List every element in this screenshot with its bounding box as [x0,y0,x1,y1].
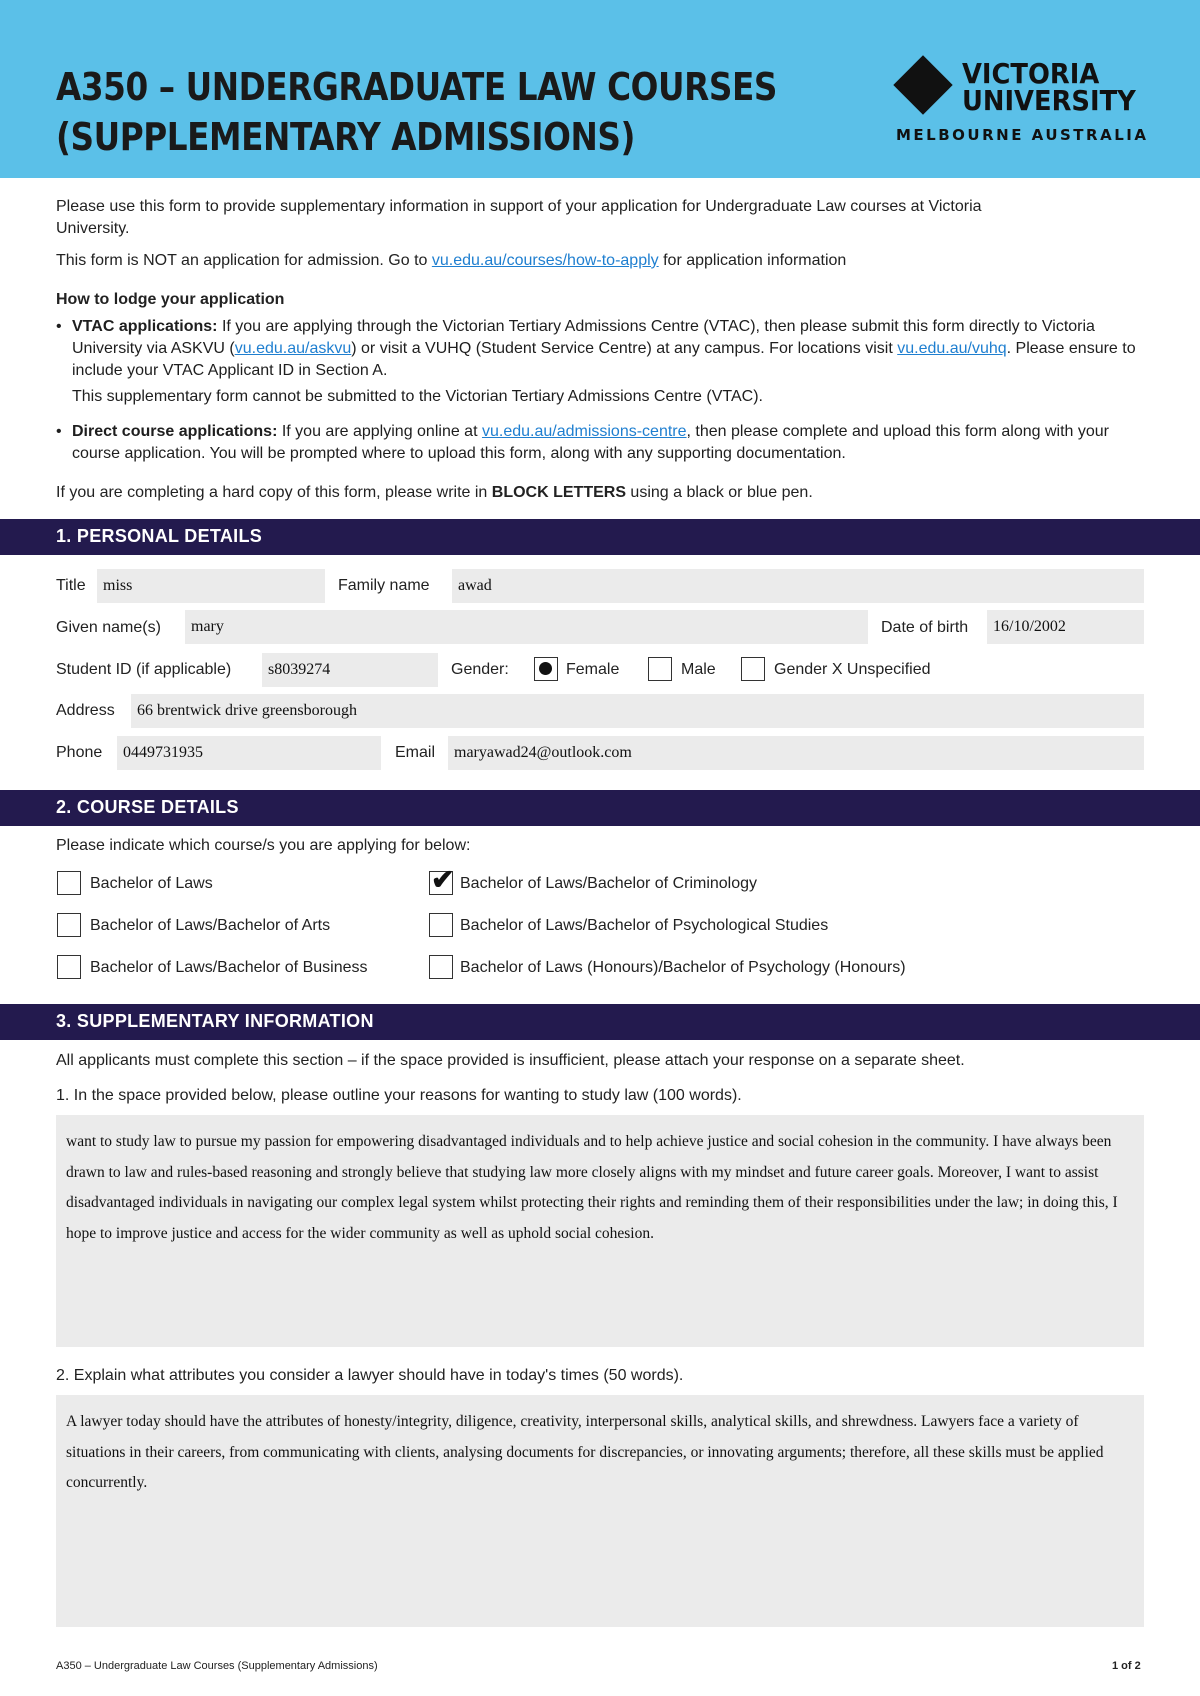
email-label: Email [395,744,436,761]
family-name-field[interactable]: awad [452,569,1144,603]
course-label-laws-criminology: Bachelor of Laws/Bachelor of Criminology [460,875,758,892]
gender-label: Gender: [451,661,509,678]
intro-text-2: This form is NOT an application for admission. Go to [56,252,432,269]
given-name-field[interactable]: mary [185,610,868,644]
phone-label: Phone [56,744,103,761]
section-supplementary-header [0,1004,1200,1040]
section-2-title: 2. COURSE DETAILS [56,797,239,817]
course-label-laws-business: Bachelor of Laws/Bachelor of Business [90,959,368,976]
how-to-apply-link[interactable]: vu.edu.au/courses/how-to-apply [431,252,659,269]
course-label-laws-honours-psych: Bachelor of Laws (Honours)/Bachelor of Psychology (Honours) [460,959,906,976]
vuhq-link[interactable]: vu.edu.au/vuhq [897,340,1007,357]
vtac-text-3: . Please ensure to include your VTAC Applicant ID in Section A. [72,340,1136,379]
course-checkbox-laws-honours-psych[interactable] [429,955,453,979]
gender-male-label: Male [681,661,716,678]
title-field[interactable]: miss [97,569,325,603]
course-checkbox-laws-psych-studies[interactable] [429,913,453,937]
vu-logo [894,57,1149,146]
answer-1-box[interactable]: want to study law to pursue my passion for empowering disadvantaged individuals and to help achieve justice and social cohesion in the community. I have always been drawn to law and rules-based reasoning and strongly believe that studying law more closely aligns with my mindset and future career goals. Moreover, I want to assist disadvantaged individuals in navigating our complex legal system whilst protecting their rights and reminding them of their responsibilities under the law; in doing this, I hope to improve justice and access for the wider community as well as uphold social cohesion. [56,1115,1144,1347]
check-mark-icon: ✔ [431,864,455,895]
bullet-dot: • [56,423,62,440]
section-1-title: 1. PERSONAL DETAILS [56,526,263,546]
logo-line-2: UNIVERSITY [962,84,1136,117]
page-number: 1 of 2 [1112,1660,1141,1672]
logo-wordmark [962,57,1136,117]
askvu-link[interactable]: vu.edu.au/askvu [234,340,352,357]
logo-line-1: VICTORIA [962,57,1100,90]
course-label-laws-psych-studies: Bachelor of Laws/Bachelor of Psychological Studies [460,917,829,934]
gender-female-label: Female [566,661,620,678]
section-personal-details-header [0,519,1200,555]
lodge-heading: How to lodge your application [56,291,285,308]
question-2: 2. Explain what attributes you consider a lawyer should have in today's times (50 words). [56,1367,684,1384]
title-line-2: (SUPPLEMENTARY ADMISSIONS) [56,115,636,159]
family-name-label: Family name [338,577,430,594]
logo-tagline: MELBOURNE AUSTRALIA [896,126,1149,144]
logo-diamond-icon [893,55,952,114]
course-label-laws-arts: Bachelor of Laws/Bachelor of Arts [90,917,331,934]
gender-x-label: Gender X Unspecified [774,661,931,678]
direct-text-2: , then please complete and upload this form along with your course application. You will be prompted where to upload this form, along with any supporting documentation. [72,423,1110,462]
intro-para-1 [56,196,1046,240]
hardcopy-text: If you are completing a hard copy of this form, please write in [56,484,492,501]
direct-heading: Direct course applications: [72,423,278,440]
course-checkbox-laws-criminology[interactable] [429,864,455,895]
address-field[interactable]: 66 brentwick drive greensborough [131,694,1144,728]
vtac-bullet [56,316,1146,408]
dob-label: Date of birth [881,619,969,636]
intro-text-1: Please use this form to provide supplementary information in support of your application for Undergraduate Law courses at Victoria University. [56,198,982,237]
email-field[interactable]: maryawad24@outlook.com [448,736,1144,770]
gender-x-radio[interactable] [741,657,765,681]
admissions-centre-link[interactable]: vu.edu.au/admissions-centre [481,423,687,440]
bullet-dot: • [56,318,62,335]
header-banner [0,0,1200,178]
question-1: 1. In the space provided below, please outline your reasons for wanting to study law (100 words). [56,1087,742,1104]
student-id-label: Student ID (if applicable) [56,661,232,678]
vtac-note: This supplementary form cannot be submitted to the Victorian Tertiary Admissions Centre (VTAC). [72,388,763,405]
vtac-text-2: ) or visit a VUHQ (Student Service Centre) at any campus. For locations visit [351,340,898,357]
course-checkbox-laws-business[interactable] [57,955,81,979]
direct-bullet [56,421,1146,465]
intro-text-2-end: for application information [658,252,847,269]
hardcopy-text-end: using a black or blue pen. [625,484,813,501]
answer-2-box[interactable]: A lawyer today should have the attributes of honesty/integrity, diligence, creativity, interpersonal skills, analytical skills, and shrewdness. Lawyers face a variety of situations in their careers, from communicating with clients, analysing documents for discrepancies, or innovating arguments; therefore, all these skills must be applied concurrently. [56,1395,1144,1627]
gender-male-radio[interactable] [648,657,672,681]
title-label: Title [56,577,86,594]
course-checkbox-laws-arts[interactable] [57,913,81,937]
vtac-text-1: If you are applying through the Victorian Tertiary Admissions Centre (VTAC), then please submit this form directly to Victoria University via ASKVU ( [72,318,1095,357]
section-3-title: 3. SUPPLEMENTARY INFORMATION [56,1011,374,1031]
footer-form-name: A350 – Undergraduate Law Courses (Supplementary Admissions) [56,1660,378,1672]
course-label-laws: Bachelor of Laws [90,875,213,892]
phone-field[interactable]: 0449731935 [117,736,381,770]
supplementary-intro: All applicants must complete this section – if the space provided is insufficient, please attach your response on a separate sheet. [56,1052,965,1069]
block-letters: BLOCK LETTERS [491,484,626,501]
vtac-heading: VTAC applications: [72,318,218,335]
student-id-field[interactable]: s8039274 [262,653,438,687]
dob-field[interactable]: 16/10/2002 [987,610,1144,644]
form-title [56,62,777,162]
section-course-details-header [0,790,1200,826]
course-prompt: Please indicate which course/s you are applying for below: [56,837,471,854]
intro-para-2 [56,250,1156,272]
address-label: Address [56,702,115,719]
course-checkbox-laws[interactable] [57,871,81,895]
title-line-1: A350 – UNDERGRADUATE LAW COURSES [56,65,777,109]
direct-text-1: If you are applying online at [277,423,482,440]
gender-female-radio[interactable] [534,657,558,681]
given-name-label: Given name(s) [56,619,161,636]
hardcopy-note [56,482,1156,504]
